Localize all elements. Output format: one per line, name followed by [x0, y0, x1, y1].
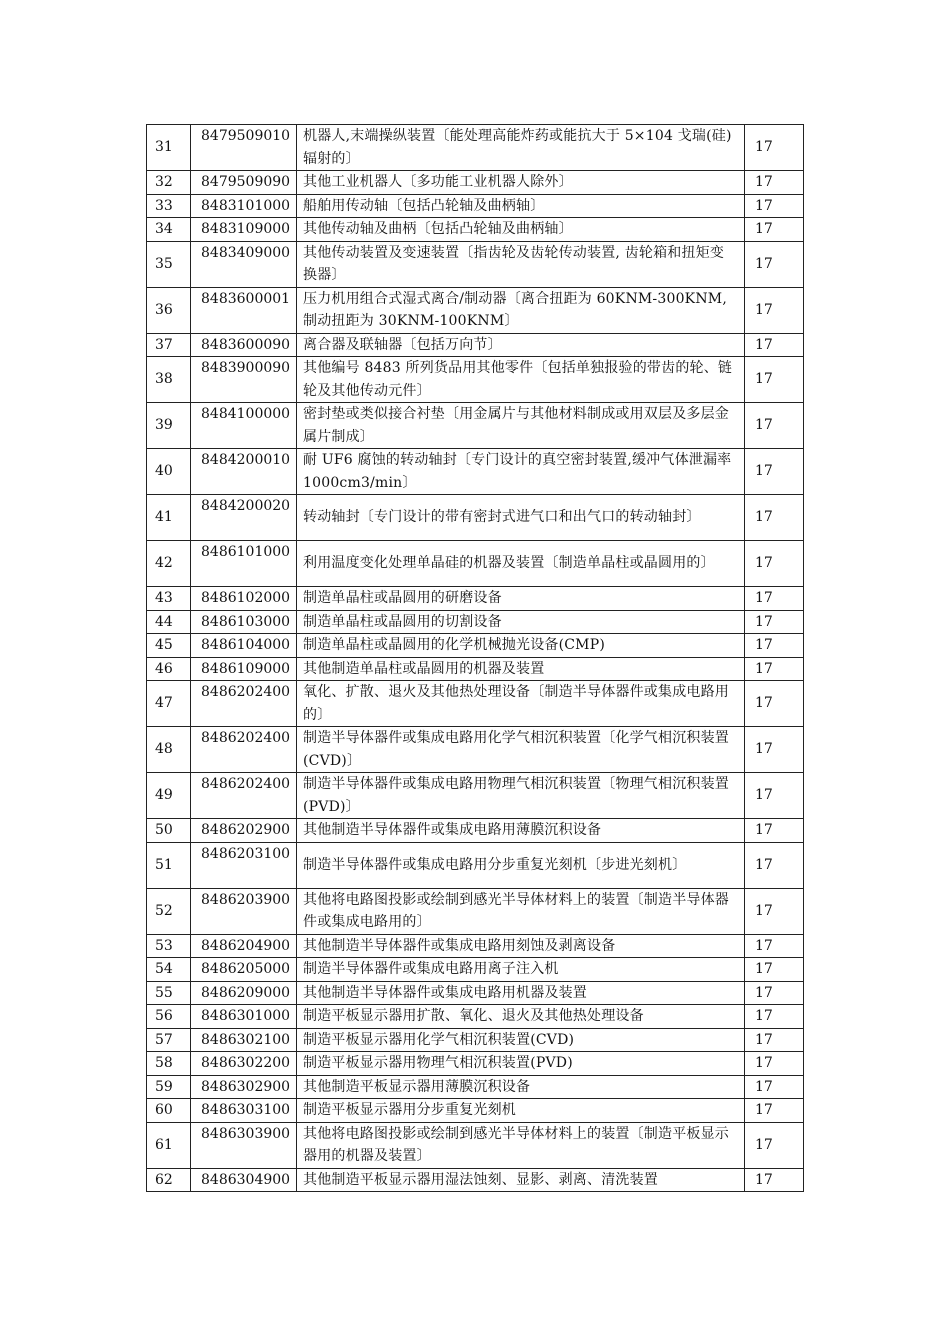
row-number: 34 [147, 218, 191, 242]
commodity-code: 8486303100 [191, 1099, 297, 1123]
commodity-code: 8486104000 [191, 634, 297, 658]
row-number: 46 [147, 657, 191, 681]
item-description: 密封垫或类似接合衬垫〔用金属片与其他材料制成或用双层及多层金属片制成〕 [297, 403, 745, 449]
commodity-code: 8486303900 [191, 1122, 297, 1168]
item-description: 耐 UF6 腐蚀的转动轴封〔专门设计的真空密封装置,缓冲气体泄漏率 1000cm3/min〕 [297, 449, 745, 495]
row-number: 60 [147, 1099, 191, 1123]
row-number: 47 [147, 681, 191, 727]
row-number: 55 [147, 981, 191, 1005]
row-number: 57 [147, 1028, 191, 1052]
commodity-code: 8483101000 [191, 194, 297, 218]
table-row [147, 194, 804, 218]
item-description: 其他制造半导体器件或集成电路用机器及装置 [297, 981, 745, 1005]
rate-value: 17 [745, 241, 804, 287]
table-row [147, 403, 804, 449]
table-row [147, 1052, 804, 1076]
table-row [147, 218, 804, 242]
table-row [147, 1005, 804, 1029]
row-number: 36 [147, 287, 191, 333]
rate-value: 17 [745, 1122, 804, 1168]
item-description: 制造半导体器件或集成电路用物理气相沉积装置〔物理气相沉积装置(PVD)〕 [297, 773, 745, 819]
item-description: 转动轴封〔专门设计的带有密封式进气口和出气口的转动轴封〕 [297, 495, 745, 541]
table-row [147, 773, 804, 819]
table-row [147, 171, 804, 195]
table-row [147, 1122, 804, 1168]
rate-value: 17 [745, 218, 804, 242]
row-number: 41 [147, 495, 191, 541]
row-number: 53 [147, 934, 191, 958]
row-number: 61 [147, 1122, 191, 1168]
rate-value: 17 [745, 958, 804, 982]
commodity-code: 8483600090 [191, 333, 297, 357]
table-row [147, 634, 804, 658]
row-number: 44 [147, 610, 191, 634]
table-row [147, 657, 804, 681]
item-description: 氧化、扩散、退火及其他热处理设备〔制造半导体器件或集成电路用的〕 [297, 681, 745, 727]
row-number: 33 [147, 194, 191, 218]
item-description: 机器人,末端操纵装置〔能处理高能炸药或能抗大于 5×104 戈瑞(硅) 辐射的〕 [297, 125, 745, 171]
rate-value: 17 [745, 171, 804, 195]
commodity-code: 8483409000 [191, 241, 297, 287]
item-description: 制造单晶柱或晶圆用的化学机械抛光设备(CMP) [297, 634, 745, 658]
commodity-code: 8486302200 [191, 1052, 297, 1076]
item-description: 制造半导体器件或集成电路用分步重复光刻机〔步进光刻机〕 [297, 842, 745, 888]
item-description: 制造平板显示器用分步重复光刻机 [297, 1099, 745, 1123]
commodity-code: 8479509010 [191, 125, 297, 171]
rate-value: 17 [745, 934, 804, 958]
rate-value: 17 [745, 1005, 804, 1029]
rate-value: 17 [745, 1168, 804, 1192]
item-description: 其他传动轴及曲柄〔包括凸轮轴及曲柄轴〕 [297, 218, 745, 242]
rate-value: 17 [745, 194, 804, 218]
table-row [147, 888, 804, 934]
commodity-code: 8479509090 [191, 171, 297, 195]
tariff-table [146, 124, 804, 1192]
rate-value: 17 [745, 610, 804, 634]
row-number: 45 [147, 634, 191, 658]
table-row [147, 449, 804, 495]
row-number: 42 [147, 541, 191, 587]
commodity-code: 8484200020 [191, 495, 297, 541]
commodity-code: 8486203100 [191, 842, 297, 888]
commodity-code: 8484100000 [191, 403, 297, 449]
table-row [147, 587, 804, 611]
commodity-code: 8486202400 [191, 727, 297, 773]
item-description: 其他制造半导体器件或集成电路用薄膜沉积设备 [297, 819, 745, 843]
commodity-code: 8486205000 [191, 958, 297, 982]
commodity-code: 8486209000 [191, 981, 297, 1005]
commodity-code: 8486101000 [191, 541, 297, 587]
rate-value: 17 [745, 842, 804, 888]
item-description: 其他将电路图投影或绘制到感光半导体材料上的装置〔制造半导体器件或集成电路用的〕 [297, 888, 745, 934]
table-row [147, 958, 804, 982]
commodity-code: 8486103000 [191, 610, 297, 634]
item-description: 制造平板显示器用物理气相沉积装置(PVD) [297, 1052, 745, 1076]
commodity-code: 8484200010 [191, 449, 297, 495]
rate-value: 17 [745, 287, 804, 333]
table-row [147, 610, 804, 634]
row-number: 35 [147, 241, 191, 287]
item-description: 制造单晶柱或晶圆用的切割设备 [297, 610, 745, 634]
row-number: 62 [147, 1168, 191, 1192]
rate-value: 17 [745, 1052, 804, 1076]
item-description: 其他编号 8483 所列货品用其他零件〔包括单独报验的带齿的轮、链轮及其他传动元件〕 [297, 357, 745, 403]
table-row [147, 1168, 804, 1192]
rate-value: 17 [745, 819, 804, 843]
row-number: 39 [147, 403, 191, 449]
commodity-code: 8486301000 [191, 1005, 297, 1029]
row-number: 50 [147, 819, 191, 843]
table-row [147, 1028, 804, 1052]
commodity-code: 8486202400 [191, 773, 297, 819]
item-description: 利用温度变化处理单晶硅的机器及装置〔制造单晶柱或晶圆用的〕 [297, 541, 745, 587]
table-row [147, 357, 804, 403]
item-description: 压力机用组合式湿式离合/制动器〔离合扭距为 60KNM-300KNM,制动扭距为 30KNM-100KNM〕 [297, 287, 745, 333]
document-page [146, 124, 803, 1192]
rate-value: 17 [745, 125, 804, 171]
table-row [147, 681, 804, 727]
rate-value: 17 [745, 681, 804, 727]
item-description: 制造单晶柱或晶圆用的研磨设备 [297, 587, 745, 611]
item-description: 其他制造半导体器件或集成电路用刻蚀及剥离设备 [297, 934, 745, 958]
commodity-code: 8486304900 [191, 1168, 297, 1192]
item-description: 离合器及联轴器〔包括万向节〕 [297, 333, 745, 357]
table-row [147, 981, 804, 1005]
table-row [147, 1099, 804, 1123]
rate-value: 17 [745, 1028, 804, 1052]
rate-value: 17 [745, 1075, 804, 1099]
item-description: 制造平板显示器用扩散、氧化、退火及其他热处理设备 [297, 1005, 745, 1029]
commodity-code: 8483900090 [191, 357, 297, 403]
table-row [147, 495, 804, 541]
item-description: 其他制造平板显示器用湿法蚀刻、显影、剥离、清洗装置 [297, 1168, 745, 1192]
table-row [147, 241, 804, 287]
table-row [147, 125, 804, 171]
rate-value: 17 [745, 357, 804, 403]
item-description: 船舶用传动轴〔包括凸轮轴及曲柄轴〕 [297, 194, 745, 218]
rate-value: 17 [745, 657, 804, 681]
commodity-code: 8486302900 [191, 1075, 297, 1099]
rate-value: 17 [745, 727, 804, 773]
rate-value: 17 [745, 587, 804, 611]
item-description: 其他制造单晶柱或晶圆用的机器及装置 [297, 657, 745, 681]
row-number: 37 [147, 333, 191, 357]
item-description: 其他工业机器人〔多功能工业机器人除外〕 [297, 171, 745, 195]
rate-value: 17 [745, 449, 804, 495]
row-number: 56 [147, 1005, 191, 1029]
commodity-code: 8483600001 [191, 287, 297, 333]
table-row [147, 1075, 804, 1099]
row-number: 31 [147, 125, 191, 171]
item-description: 其他将电路图投影或绘制到感光半导体材料上的装置〔制造平板显示器用的机器及装置〕 [297, 1122, 745, 1168]
row-number: 49 [147, 773, 191, 819]
row-number: 58 [147, 1052, 191, 1076]
item-description: 制造平板显示器用化学气相沉积装置(CVD) [297, 1028, 745, 1052]
item-description: 其他制造平板显示器用薄膜沉积设备 [297, 1075, 745, 1099]
item-description: 制造半导体器件或集成电路用化学气相沉积装置〔化学气相沉积装置(CVD)〕 [297, 727, 745, 773]
commodity-code: 8486109000 [191, 657, 297, 681]
commodity-code: 8486202400 [191, 681, 297, 727]
row-number: 52 [147, 888, 191, 934]
item-description: 其他传动装置及变速装置〔指齿轮及齿轮传动装置, 齿轮箱和扭矩变换器〕 [297, 241, 745, 287]
table-row [147, 842, 804, 888]
rate-value: 17 [745, 1099, 804, 1123]
row-number: 43 [147, 587, 191, 611]
row-number: 54 [147, 958, 191, 982]
rate-value: 17 [745, 634, 804, 658]
table-row [147, 333, 804, 357]
table-row [147, 819, 804, 843]
commodity-code: 8486302100 [191, 1028, 297, 1052]
commodity-code: 8486204900 [191, 934, 297, 958]
table-row [147, 287, 804, 333]
commodity-code: 8486102000 [191, 587, 297, 611]
table-row [147, 934, 804, 958]
rate-value: 17 [745, 981, 804, 1005]
row-number: 59 [147, 1075, 191, 1099]
item-description: 制造半导体器件或集成电路用离子注入机 [297, 958, 745, 982]
commodity-code: 8486203900 [191, 888, 297, 934]
rate-value: 17 [745, 541, 804, 587]
rate-value: 17 [745, 403, 804, 449]
commodity-code: 8483109000 [191, 218, 297, 242]
row-number: 51 [147, 842, 191, 888]
row-number: 40 [147, 449, 191, 495]
table-row [147, 541, 804, 587]
row-number: 38 [147, 357, 191, 403]
tariff-table-body [147, 125, 804, 1192]
rate-value: 17 [745, 773, 804, 819]
row-number: 48 [147, 727, 191, 773]
rate-value: 17 [745, 888, 804, 934]
rate-value: 17 [745, 495, 804, 541]
commodity-code: 8486202900 [191, 819, 297, 843]
table-row [147, 727, 804, 773]
rate-value: 17 [745, 333, 804, 357]
row-number: 32 [147, 171, 191, 195]
